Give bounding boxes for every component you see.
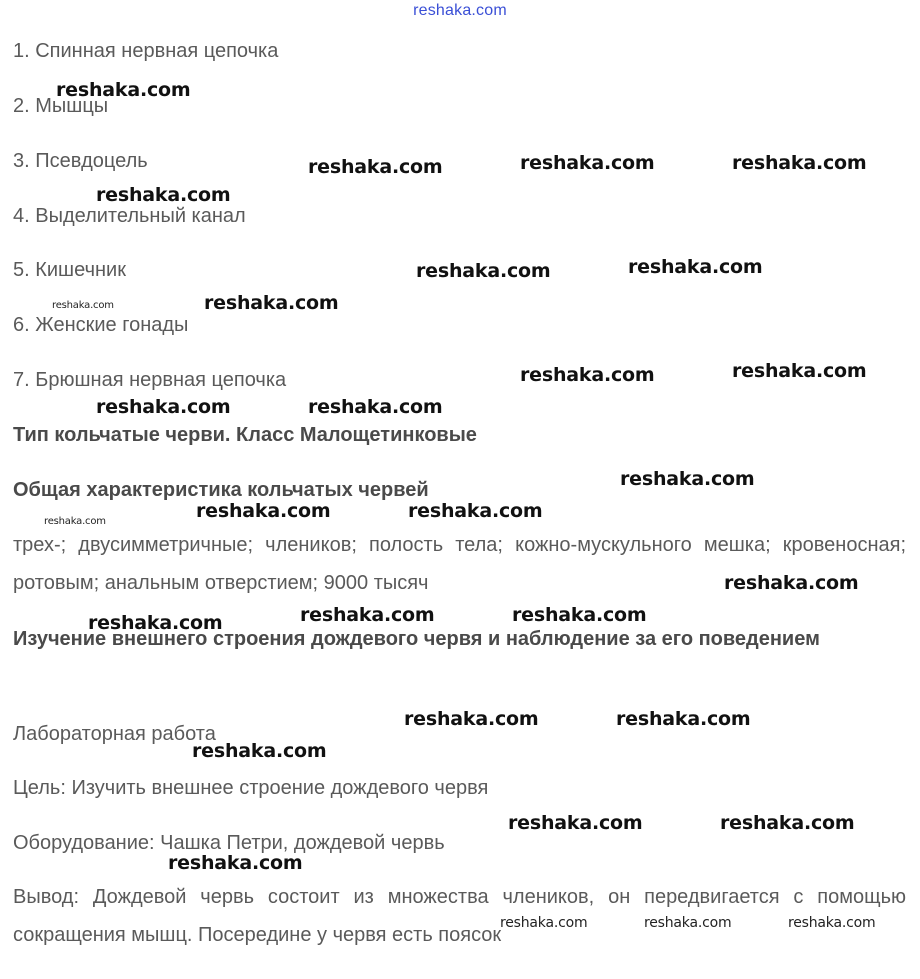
watermark: reshaka.com: [88, 612, 223, 634]
watermark: reshaka.com: [732, 360, 867, 382]
site-header-link[interactable]: reshaka.com: [413, 2, 507, 19]
watermark: reshaka.com: [300, 604, 435, 626]
equipment-text: Оборудование: Чашка Петри, дождевой червь: [13, 832, 445, 854]
watermark: reshaka.com: [416, 260, 551, 282]
watermark: reshaka.com: [308, 156, 443, 178]
list-item-1: 1. Спинная нервная цепочка: [13, 40, 279, 62]
goal-text: Цель: Изучить внешнее строение дождевого червя: [13, 777, 489, 799]
conclusion-text: Вывод: Дождевой червь состоит из множества члеников, он передвигается с помощью сокращения мышц. Посередине у червя есть поясок: [13, 886, 906, 946]
watermark: reshaka.com: [192, 740, 327, 762]
watermark: reshaka.com: [204, 292, 339, 314]
lab-label: Лабораторная работа: [13, 723, 216, 745]
watermark: reshaka.com: [96, 184, 231, 206]
watermark: reshaka.com: [500, 915, 588, 931]
watermark: reshaka.com: [308, 396, 443, 418]
watermark: reshaka.com: [404, 708, 539, 730]
watermark: reshaka.com: [620, 468, 755, 490]
list-item-6: 6. Женские гонады: [13, 314, 189, 336]
list-item-4: 4. Выделительный канал: [13, 205, 246, 227]
section-title: Тип кольчатые черви. Класс Малощетинковые: [13, 424, 477, 446]
watermark: reshaka.com: [52, 300, 114, 311]
watermark: reshaka.com: [644, 915, 732, 931]
list-item-3: 3. Псевдоцель: [13, 150, 148, 172]
list-item-2: 2. Мышцы: [13, 95, 109, 117]
watermark: reshaka.com: [96, 396, 231, 418]
watermark: reshaka.com: [720, 812, 855, 834]
watermark: reshaka.com: [628, 256, 763, 278]
general-text: трех-; двусимметричные; члеников; полость тела; кожно-мускульного мешка; кровеносная; ротовым; анальным отверстием; 9000 тысяч: [13, 534, 906, 594]
watermark: reshaka.com: [788, 915, 876, 931]
watermark: reshaka.com: [508, 812, 643, 834]
lab-title: Изучение внешнего строения дождевого червя и наблюдение за его поведением: [13, 628, 820, 650]
watermark: reshaka.com: [520, 364, 655, 386]
watermark: reshaka.com: [732, 152, 867, 174]
watermark: reshaka.com: [408, 500, 543, 522]
watermark: reshaka.com: [520, 152, 655, 174]
list-item-7: 7. Брюшная нервная цепочка: [13, 369, 287, 391]
watermark: reshaka.com: [724, 572, 859, 594]
watermark: reshaka.com: [168, 852, 303, 874]
general-title: Общая характеристика кольчатых червей: [13, 479, 429, 501]
list-item-5: 5. Кишечник: [13, 259, 126, 281]
watermark: reshaka.com: [44, 516, 106, 527]
watermark: reshaka.com: [512, 604, 647, 626]
watermark: reshaka.com: [616, 708, 751, 730]
watermark: reshaka.com: [56, 79, 191, 101]
watermark: reshaka.com: [196, 500, 331, 522]
